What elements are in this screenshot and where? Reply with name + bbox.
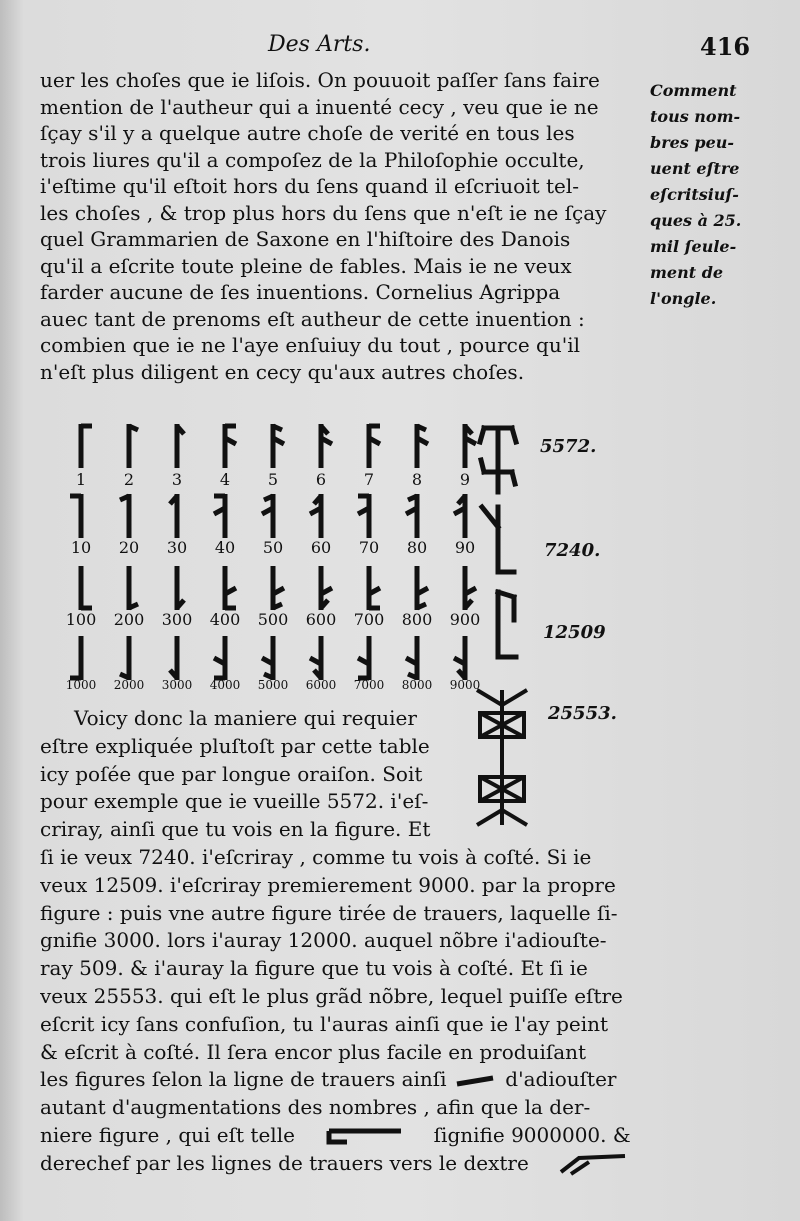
running-head: Des Arts. bbox=[268, 32, 371, 57]
glyph-value-label: 5 bbox=[267, 470, 279, 489]
number-glyph bbox=[208, 490, 242, 542]
number-glyph bbox=[208, 632, 242, 684]
number-glyph bbox=[64, 632, 98, 684]
margin-line: tous nom- bbox=[650, 107, 741, 126]
example-label: 7240. bbox=[544, 540, 601, 561]
number-glyph bbox=[256, 632, 290, 684]
text-line: gnifie 3000. lors i'auray 12000. auquel nõbre i'adiouſte- bbox=[40, 928, 607, 953]
text-line: ſi ie veux 7240. i'eſcriray , comme tu vois à coſté. Si ie bbox=[40, 844, 592, 869]
glyph-value-label: 8 bbox=[411, 470, 423, 489]
glyph-value-label: 80 bbox=[406, 538, 428, 557]
margin-line: l'ongle. bbox=[650, 289, 717, 308]
number-glyph bbox=[400, 420, 434, 472]
glyph-value-label: 3 bbox=[171, 470, 183, 489]
margin-line: ment de bbox=[650, 263, 724, 282]
text-line: ſçay s'il y a quelque autre choſe de verité en tous les bbox=[40, 121, 575, 145]
text-fragment: les figures ſelon la ligne de trauers ainſi bbox=[40, 1067, 447, 1092]
glyph-value-label: 500 bbox=[257, 610, 289, 629]
glyph-value-label: 600 bbox=[305, 610, 337, 629]
number-glyph bbox=[304, 490, 338, 542]
glyph-value-label: 900 bbox=[449, 610, 481, 629]
text-fragment: derechef par les lignes de trauers vers le dextre bbox=[40, 1150, 529, 1175]
horizontal-stroke-figure bbox=[453, 1074, 499, 1088]
text-line: icy poſée que par longue oraiſon. Soit bbox=[40, 761, 423, 786]
text-line bbox=[40, 1122, 640, 1150]
text-line: les choſes , & trop plus hors du ſens que n'eſt ie ne ſçay bbox=[40, 200, 607, 225]
glyph-value-label: 5000 bbox=[257, 678, 289, 692]
margin-line: Comment bbox=[650, 81, 737, 100]
glyph-value-label: 200 bbox=[113, 610, 145, 629]
text-line: combien que ie ne l'aye enſuiuy du tout , pource qu'il bbox=[40, 333, 581, 357]
text-line: figure : puis vne autre figure tirée de trauers, laquelle ſi- bbox=[40, 900, 618, 925]
text-line: pour exemple que ie vueille 5572. i'eſ- bbox=[40, 789, 429, 814]
glyph-value-label: 1 bbox=[75, 470, 87, 489]
glyph-value-label: 3000 bbox=[161, 678, 193, 692]
text-line: uer les choſes que ie liſois. On pouuoit paſſer ſans faire bbox=[40, 68, 600, 92]
hook-stroke-figure bbox=[319, 1126, 409, 1146]
glyph-value-label: 20 bbox=[118, 538, 140, 557]
text-line: qu'il a eſcrite toute pleine de fables. Mais ie ne veux bbox=[40, 253, 572, 278]
text-line bbox=[40, 1150, 640, 1178]
example-label: 12509 bbox=[543, 622, 606, 643]
number-glyph bbox=[352, 562, 386, 614]
text-line: mention de l'autheur qui a inuenté cecy , veu que ie ne bbox=[40, 94, 599, 119]
number-glyph bbox=[352, 420, 386, 472]
number-glyph bbox=[160, 562, 194, 614]
glyph-value-label: 40 bbox=[214, 538, 236, 557]
number-glyph bbox=[448, 490, 482, 542]
glyph-value-label: 2 bbox=[123, 470, 135, 489]
number-glyph bbox=[208, 562, 242, 614]
example-label: 5572. bbox=[540, 436, 597, 457]
number-glyph bbox=[448, 632, 482, 684]
example-label: 25553. bbox=[548, 703, 617, 724]
text-line: criray, ainſi que tu vois en la figure. Et bbox=[40, 817, 431, 842]
glyph-value-label: 30 bbox=[166, 538, 188, 557]
text-line: farder aucune de ſes inuentions. Cornelius Agrippa bbox=[40, 280, 561, 304]
glyph-value-label: 400 bbox=[209, 610, 241, 629]
text-line: autant d'augmentations des nombres , afin que la der- bbox=[40, 1095, 591, 1120]
glyph-value-label: 10 bbox=[70, 538, 92, 557]
text-fragment: d'adiouſter bbox=[505, 1067, 617, 1092]
number-glyph bbox=[448, 420, 482, 472]
margin-line: bres peu- bbox=[650, 133, 735, 152]
text-line: eſcrit icy ſans confuſion, tu l'auras ainſi que ie l'ay peint bbox=[40, 1011, 609, 1036]
number-glyph bbox=[352, 490, 386, 542]
glyph-value-label: 4 bbox=[219, 470, 231, 489]
margin-note bbox=[650, 78, 768, 312]
glyph-value-label: 2000 bbox=[113, 678, 145, 692]
number-glyph bbox=[256, 420, 290, 472]
text-line: veux 12509. i'eſcriray premierement 9000. par la propre bbox=[40, 872, 616, 897]
number-glyph bbox=[112, 420, 146, 472]
text-line: i'eſtime qu'il eſtoit hors du ſens quand il eſcriuoit tel- bbox=[40, 174, 579, 198]
text-line: quel Grammarien de Saxone en l'hiſtoire des Danois bbox=[40, 227, 571, 251]
number-glyph bbox=[304, 632, 338, 684]
glyph-value-label: 90 bbox=[454, 538, 476, 557]
text-line: n'eſt plus diligent en cecy qu'aux autres choſes. bbox=[40, 359, 525, 384]
text-fragment: niere figure , qui eſt telle bbox=[40, 1122, 295, 1147]
number-glyph bbox=[160, 490, 194, 542]
margin-line: uent eſtre bbox=[650, 159, 740, 178]
glyph-value-label: 300 bbox=[161, 610, 193, 629]
glyph-value-label: 1000 bbox=[65, 678, 97, 692]
text-line: & eſcrit à coſté. Il ſera encor plus facile en produiſant bbox=[40, 1039, 587, 1064]
number-glyph bbox=[400, 632, 434, 684]
glyph-value-label: 70 bbox=[358, 538, 380, 557]
glyph-value-label: 7 bbox=[363, 470, 375, 489]
margin-line: mil ſeule- bbox=[650, 237, 737, 256]
number-glyph bbox=[256, 490, 290, 542]
glyph-value-label: 4000 bbox=[209, 678, 241, 692]
number-glyph bbox=[352, 632, 386, 684]
glyph-value-label: 50 bbox=[262, 538, 284, 557]
number-glyph bbox=[64, 420, 98, 472]
number-glyph bbox=[112, 562, 146, 614]
main-paragraph bbox=[40, 67, 640, 385]
number-glyph bbox=[64, 562, 98, 614]
text-line: veux 25553. qui eſt le plus grãd nõbre, lequel puiſſe eſtre bbox=[40, 983, 623, 1008]
lower-paragraph bbox=[40, 705, 640, 1178]
glyph-value-label: 100 bbox=[65, 610, 97, 629]
glyph-value-label: 6000 bbox=[305, 678, 337, 692]
glyph-value-label: 9000 bbox=[449, 678, 481, 692]
text-line bbox=[40, 1066, 640, 1094]
number-glyph bbox=[160, 632, 194, 684]
margin-line: ques à 25. bbox=[650, 211, 742, 230]
glyph-value-label: 9 bbox=[459, 470, 471, 489]
number-glyph bbox=[208, 420, 242, 472]
glyph-value-label: 7000 bbox=[353, 678, 385, 692]
number-glyph bbox=[64, 490, 98, 542]
glyph-value-label: 60 bbox=[310, 538, 332, 557]
text-fragment: ſignifie 9000000. & bbox=[433, 1122, 631, 1147]
glyph-value-label: 700 bbox=[353, 610, 385, 629]
glyph-value-label: 800 bbox=[401, 610, 433, 629]
text-line: eſtre expliquée pluſtoſt par cette table bbox=[40, 733, 430, 758]
number-glyph bbox=[304, 420, 338, 472]
text-line: trois liures qu'il a compoſez de la Philoſophie occulte, bbox=[40, 147, 585, 172]
number-glyph bbox=[400, 562, 434, 614]
page-number: 416 bbox=[700, 32, 751, 61]
text-line: Voicy donc la maniere qui requier bbox=[74, 706, 417, 730]
number-glyph bbox=[304, 562, 338, 614]
text-line: ray 509. & i'auray la figure que tu vois à coſté. Et ſi ie bbox=[40, 956, 588, 981]
number-glyph bbox=[256, 562, 290, 614]
glyph-value-label: 8000 bbox=[401, 678, 433, 692]
glyph-value-label: 6 bbox=[315, 470, 327, 489]
number-glyph bbox=[400, 490, 434, 542]
margin-line: eſcritsiuſ- bbox=[650, 185, 739, 204]
number-glyph bbox=[112, 490, 146, 542]
double-stroke-figure bbox=[555, 1152, 631, 1176]
number-glyph bbox=[160, 420, 194, 472]
number-glyph bbox=[448, 562, 482, 614]
number-glyph bbox=[112, 632, 146, 684]
text-line: auec tant de prenoms eſt autheur de cette inuention : bbox=[40, 306, 585, 331]
